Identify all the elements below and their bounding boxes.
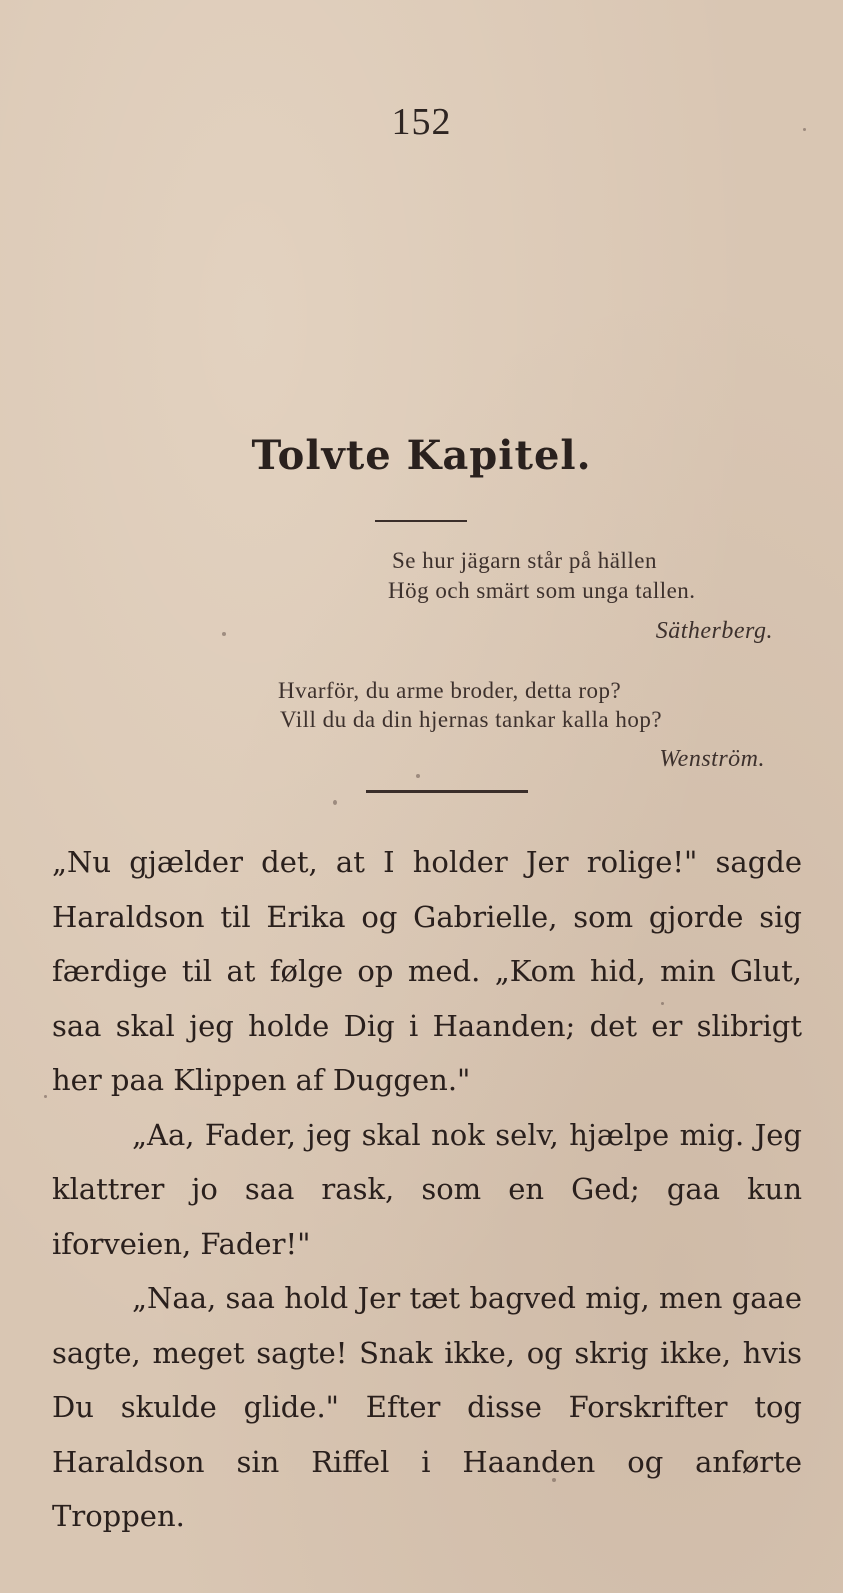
paper-speck <box>803 128 806 131</box>
paper-speck <box>44 1095 47 1098</box>
epigraph-line: Vill du da din hjernas tankar kalla hop? <box>280 707 663 732</box>
epigraph-line: Hög och smärt som unga tallen. <box>388 578 696 603</box>
epigraph-attribution: Wenström. <box>659 746 765 772</box>
epigraph-line: Se hur jägarn står på hällen <box>392 548 657 573</box>
epigraph-line: Hvarför, du arme broder, detta rop? <box>278 678 622 703</box>
chapter-title: Tolvte Kapitel. <box>251 432 592 479</box>
epigraph-attribution: Sätherberg. <box>655 618 773 644</box>
divider-rule <box>375 520 467 522</box>
paper-speck <box>552 1478 556 1482</box>
section-divider-rule <box>366 790 528 793</box>
paper-speck <box>416 774 420 778</box>
body-text <box>52 835 802 1544</box>
paragraph: „Nu gjælder det, at I holder Jer rolige!" sagde Haraldson til Erika og Gabrielle, som gjorde sig færdige til at følge op med. „Kom hid, min Glut, saa skal jeg holde Dig i Haanden; det er slibrigt her paa Klippen af Duggen." <box>52 845 802 1097</box>
paper-speck <box>333 800 337 805</box>
paragraph: „Aa, Fader, jeg skal nok selv, hjælpe mig. Jeg klattrer jo saa rask, som en Ged; gaa kun iforveien, Fader!" <box>52 1117 802 1261</box>
page-number: 152 <box>391 101 452 143</box>
paragraph: „Naa, saa hold Jer tæt bagved mig, men gaae sagte, meget sagte! Snak ikke, og skrig ikke, hvis Du skulde glide." Efter disse Forskrifter tog Haraldson sin Riffel i Haanden og anførte Troppen. <box>52 1281 802 1533</box>
paper-speck <box>222 632 226 636</box>
paper-speck <box>661 1002 664 1005</box>
